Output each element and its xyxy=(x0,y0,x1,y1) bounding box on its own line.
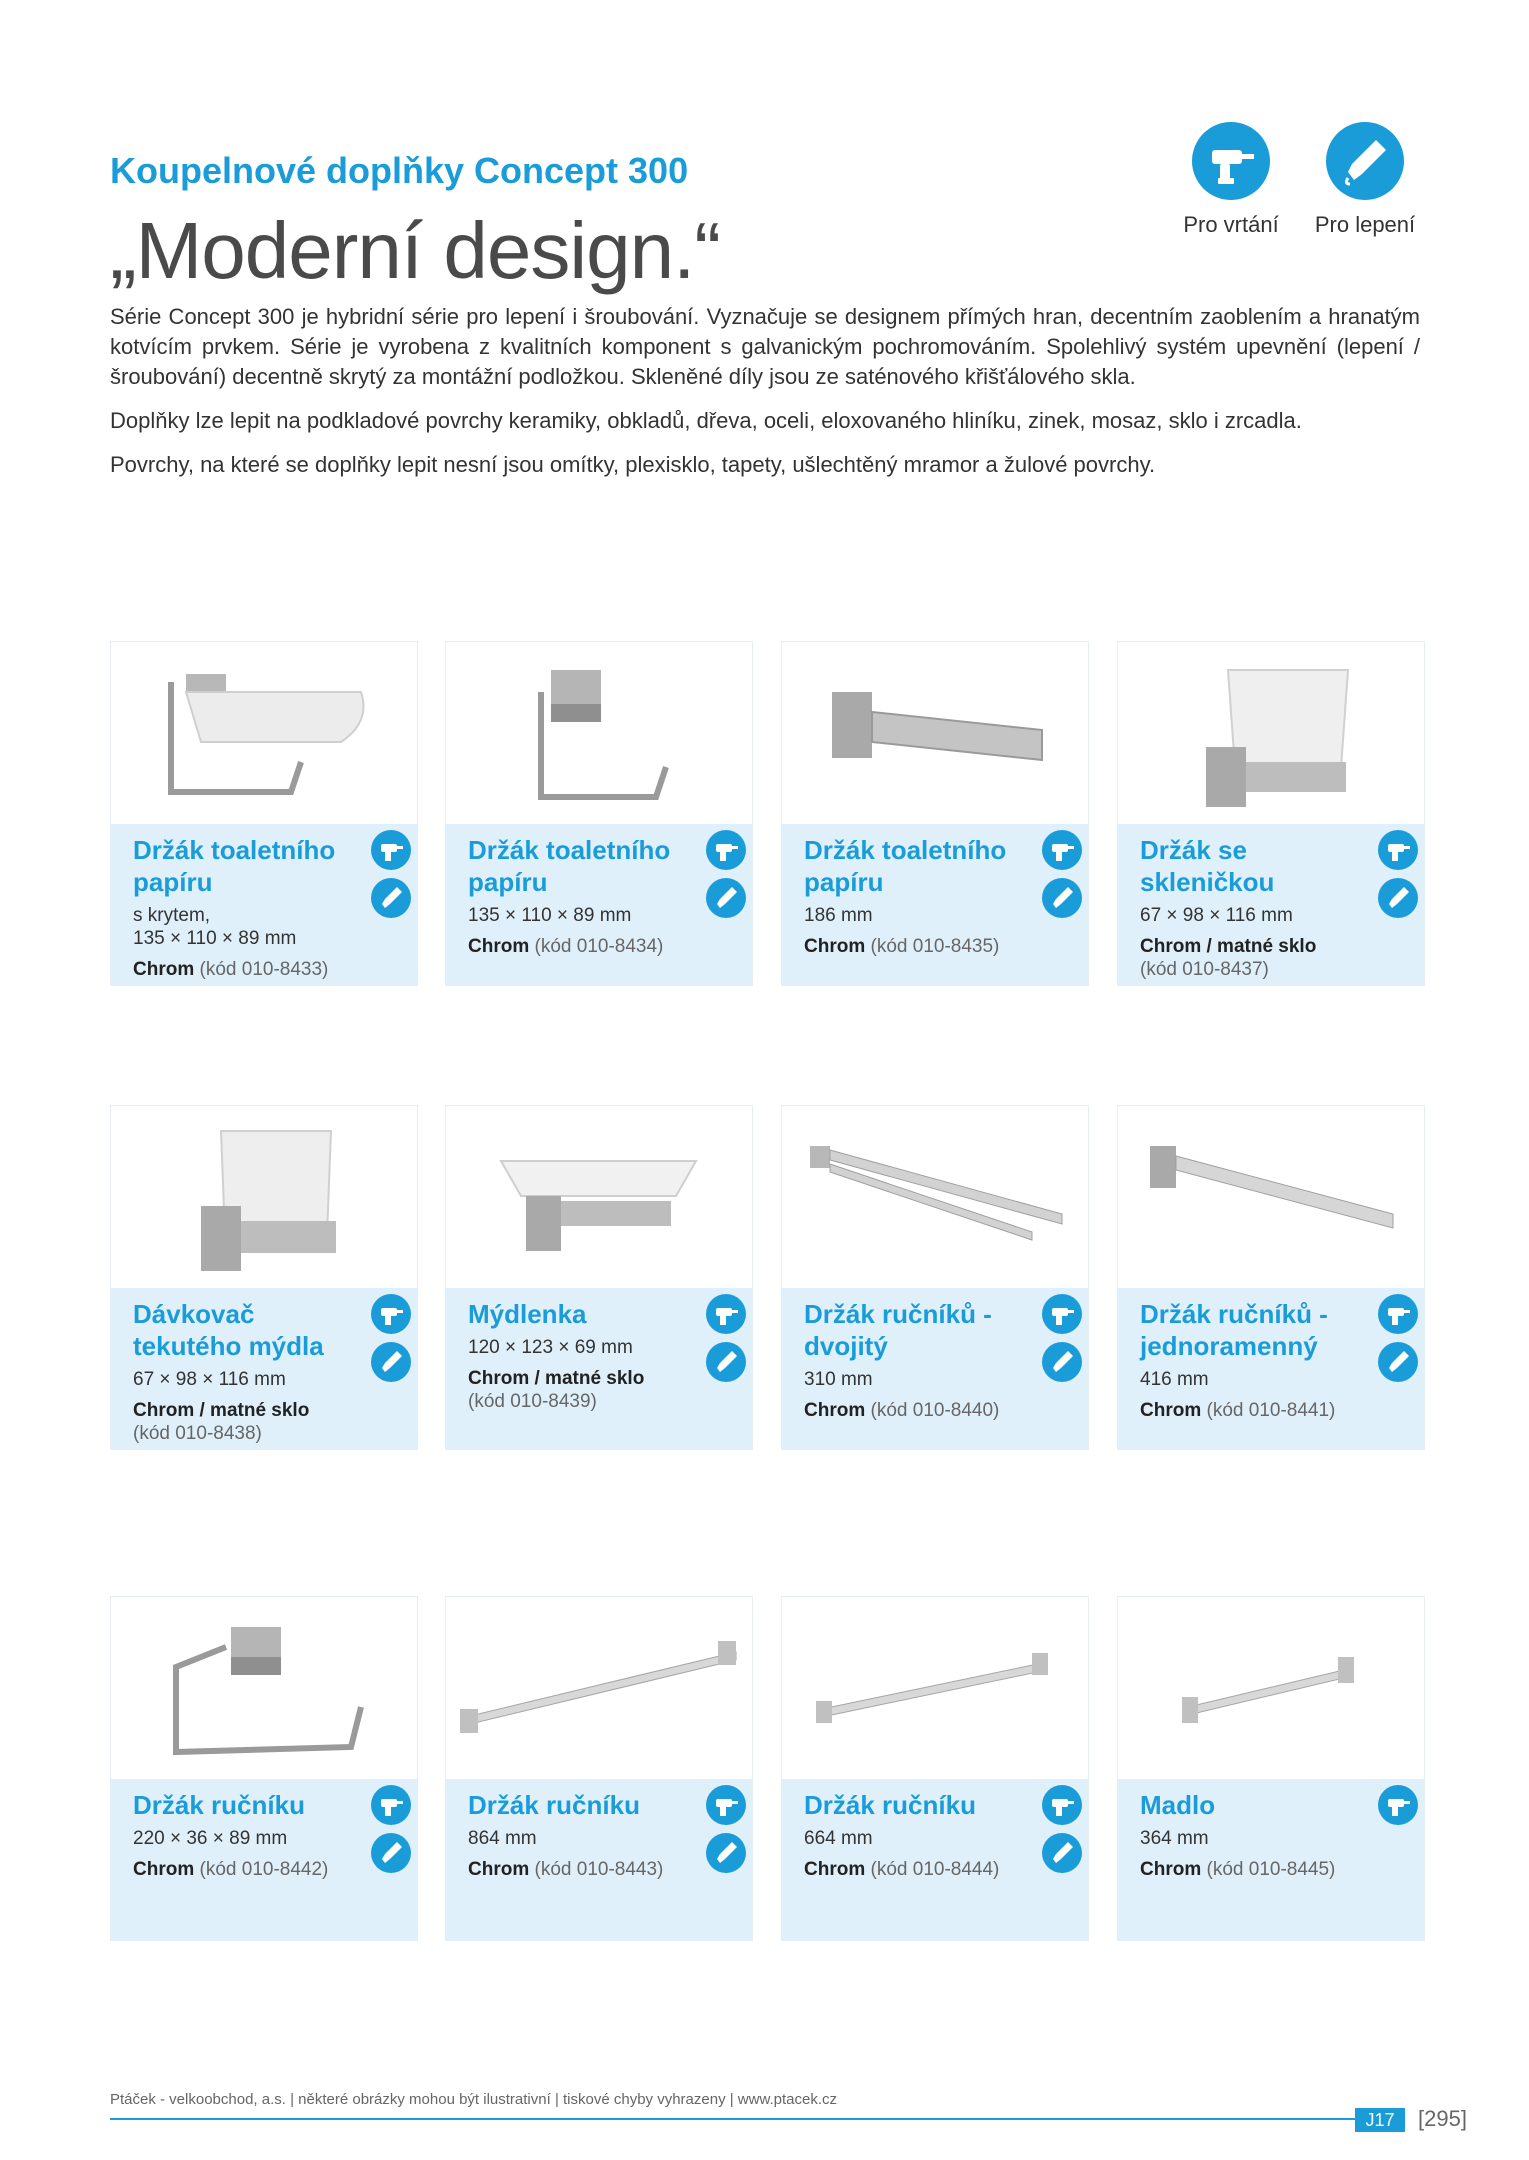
product-name: Mýdlenka xyxy=(468,1299,587,1329)
product-image xyxy=(782,642,1088,824)
product-card xyxy=(781,1105,1089,1450)
product-card xyxy=(1117,641,1425,986)
product-finish xyxy=(1140,1399,1364,1422)
product-dimensions: 67 × 98 × 116 mm xyxy=(133,1369,286,1390)
product-code: (kód 010-8443) xyxy=(534,1859,664,1880)
product-finish xyxy=(804,935,1028,958)
product-name: Madlo xyxy=(1140,1790,1216,1820)
drill-icon xyxy=(371,1294,411,1334)
drill-icon xyxy=(706,1785,746,1825)
finish-label: Chrom / matné sklo xyxy=(133,1400,310,1421)
product-card xyxy=(445,1105,753,1450)
product-card xyxy=(110,1596,418,1941)
finish-label: Chrom xyxy=(1140,1400,1202,1421)
product-dimensions: 864 mm xyxy=(468,1828,537,1849)
product-finish xyxy=(1140,935,1364,981)
product-name: Držák toaletního papíru xyxy=(133,835,336,897)
product-name: Držák ručníku xyxy=(804,1790,976,1820)
drill-icon xyxy=(1378,830,1418,870)
intro-paragraph: Doplňky lze lepit na podkladové povrchy keramiky, obkladů, dřeva, oceli, eloxovaného hliníku, zinek, mosaz, sklo i zrcadla. xyxy=(110,408,1302,433)
glue-tube-icon xyxy=(1042,1833,1082,1873)
glue-tube-icon xyxy=(371,1833,411,1873)
drill-icon xyxy=(1378,1294,1418,1334)
product-dimensions: 67 × 98 × 116 mm xyxy=(1140,905,1293,926)
product-finish xyxy=(468,1367,692,1413)
mount-drill xyxy=(1171,122,1291,238)
mount-glue xyxy=(1305,122,1425,238)
product-code: (kód 010-8441) xyxy=(1206,1400,1336,1421)
drill-icon xyxy=(706,830,746,870)
finish-label: Chrom xyxy=(468,1859,530,1880)
glue-tube-icon xyxy=(706,878,746,918)
glue-tube-icon xyxy=(1378,1342,1418,1382)
product-code: (kód 010-8437) xyxy=(1140,959,1269,980)
product-dimensions: s krytem, 135 × 110 × 89 mm xyxy=(133,905,297,949)
product-name: Držák ručníku xyxy=(133,1790,305,1820)
product-code: (kód 010-8434) xyxy=(534,936,664,957)
product-dimensions: 664 mm xyxy=(804,1828,873,1849)
product-card xyxy=(110,1105,418,1450)
glue-tube-icon xyxy=(1042,878,1082,918)
footer-text: Ptáček - velkoobchod, a.s. | některé obrázky mohou být ilustrativní | tiskové chyby vyhrazeny | www.ptacek.cz xyxy=(110,2091,838,2108)
product-dimensions: 416 mm xyxy=(1140,1369,1209,1390)
product-dimensions: 135 × 110 × 89 mm xyxy=(468,905,632,926)
product-dimensions: 364 mm xyxy=(1140,1828,1209,1849)
finish-label: Chrom / matné sklo xyxy=(468,1368,645,1389)
intro-paragraph: Série Concept 300 je hybridní série pro lepení i šroubování. Vyznačuje se designem přímých hran, decentním zaoblením a hranatým kotvícím prvkem. Série je vyrobena z kvalitních komponent s galvanickým pochromováním. Spolehlivý systém upevnění (lepení / šroubování) decentně skrytý za montážní podložkou. Skleněné díly jsou ze saténového křišťálového skla. xyxy=(110,304,1420,389)
product-name: Držák ručníků - dvojitý xyxy=(804,1299,992,1361)
product-name: Držák ručníků - jednoramenný xyxy=(1140,1299,1328,1361)
product-image xyxy=(782,1106,1088,1288)
finish-label: Chrom / matné sklo xyxy=(1140,936,1317,957)
product-image xyxy=(111,1106,417,1288)
glue-tube-icon xyxy=(1326,122,1404,200)
product-card xyxy=(445,1596,753,1941)
product-name: Držák toaletního papíru xyxy=(468,835,671,897)
drill-icon xyxy=(371,830,411,870)
glue-tube-icon xyxy=(371,1342,411,1382)
drill-icon xyxy=(706,1294,746,1334)
product-card xyxy=(1117,1105,1425,1450)
product-image xyxy=(1118,1597,1424,1779)
product-card xyxy=(445,641,753,986)
drill-icon xyxy=(1042,830,1082,870)
product-code: (kód 010-8438) xyxy=(133,1423,262,1444)
glue-tube-icon xyxy=(706,1833,746,1873)
finish-label: Chrom xyxy=(133,1859,195,1880)
product-code: (kód 010-8440) xyxy=(870,1400,1000,1421)
product-finish xyxy=(133,1399,357,1445)
product-dimensions: 186 mm xyxy=(804,905,873,926)
intro-text xyxy=(110,302,1420,494)
product-dimensions: 310 mm xyxy=(804,1369,873,1390)
finish-label: Chrom xyxy=(468,936,530,957)
finish-label: Chrom xyxy=(804,1400,866,1421)
product-image xyxy=(446,1597,752,1779)
drill-icon xyxy=(1192,122,1270,200)
product-image xyxy=(111,1597,417,1779)
product-image xyxy=(782,1597,1088,1779)
product-finish xyxy=(133,958,357,981)
product-dimensions: 220 × 36 × 89 mm xyxy=(133,1828,288,1849)
product-finish xyxy=(133,1858,357,1881)
drill-icon xyxy=(1378,1785,1418,1825)
product-image xyxy=(1118,642,1424,824)
product-finish xyxy=(468,1858,692,1881)
product-finish xyxy=(804,1399,1028,1422)
page-number: [295] xyxy=(1418,2106,1467,2131)
product-name: Držák ručníku xyxy=(468,1790,640,1820)
product-image xyxy=(1118,1106,1424,1288)
product-finish xyxy=(804,1858,1028,1881)
section-tag: J17 xyxy=(1355,2108,1405,2132)
finish-label: Chrom xyxy=(804,1859,866,1880)
product-image xyxy=(446,1106,752,1288)
product-image xyxy=(446,642,752,824)
glue-tube-icon xyxy=(706,1342,746,1382)
headline: „Moderní design.“ xyxy=(110,206,720,295)
footer-divider xyxy=(110,2118,1355,2120)
product-name: Držák toaletního papíru xyxy=(804,835,1007,897)
product-code: (kód 010-8442) xyxy=(199,1859,329,1880)
product-card xyxy=(1117,1596,1425,1941)
finish-label: Chrom xyxy=(1140,1859,1202,1880)
product-dimensions: 120 × 123 × 69 mm xyxy=(468,1337,633,1358)
product-name: Držák se skleničkou xyxy=(1140,835,1275,897)
finish-label: Chrom xyxy=(133,959,195,980)
product-name: Dávkovač tekutého mýdla xyxy=(133,1299,324,1361)
intro-paragraph: Povrchy, na které se doplňky lepit nesní jsou omítky, plexisklo, tapety, ušlechtěný mramor a žulové povrchy. xyxy=(110,452,1156,477)
product-card xyxy=(781,1596,1089,1941)
product-code: (kód 010-8445) xyxy=(1206,1859,1336,1880)
drill-icon xyxy=(1042,1294,1082,1334)
product-finish xyxy=(1140,1858,1364,1881)
glue-tube-icon xyxy=(1042,1342,1082,1382)
glue-tube-icon xyxy=(371,878,411,918)
product-finish xyxy=(468,935,692,958)
product-code: (kód 010-8439) xyxy=(468,1391,597,1412)
product-card xyxy=(110,641,418,986)
drill-label: Pro vrtání xyxy=(1183,212,1279,237)
series-title: Koupelnové doplňky Concept 300 xyxy=(110,150,689,191)
product-card xyxy=(781,641,1089,986)
product-code: (kód 010-8444) xyxy=(870,1859,1000,1880)
product-image xyxy=(111,642,417,824)
glue-tube-icon xyxy=(1378,878,1418,918)
drill-icon xyxy=(1042,1785,1082,1825)
product-code: (kód 010-8435) xyxy=(870,936,1000,957)
finish-label: Chrom xyxy=(804,936,866,957)
product-code: (kód 010-8433) xyxy=(199,959,329,980)
glue-label: Pro lepení xyxy=(1314,212,1416,237)
drill-icon xyxy=(371,1785,411,1825)
